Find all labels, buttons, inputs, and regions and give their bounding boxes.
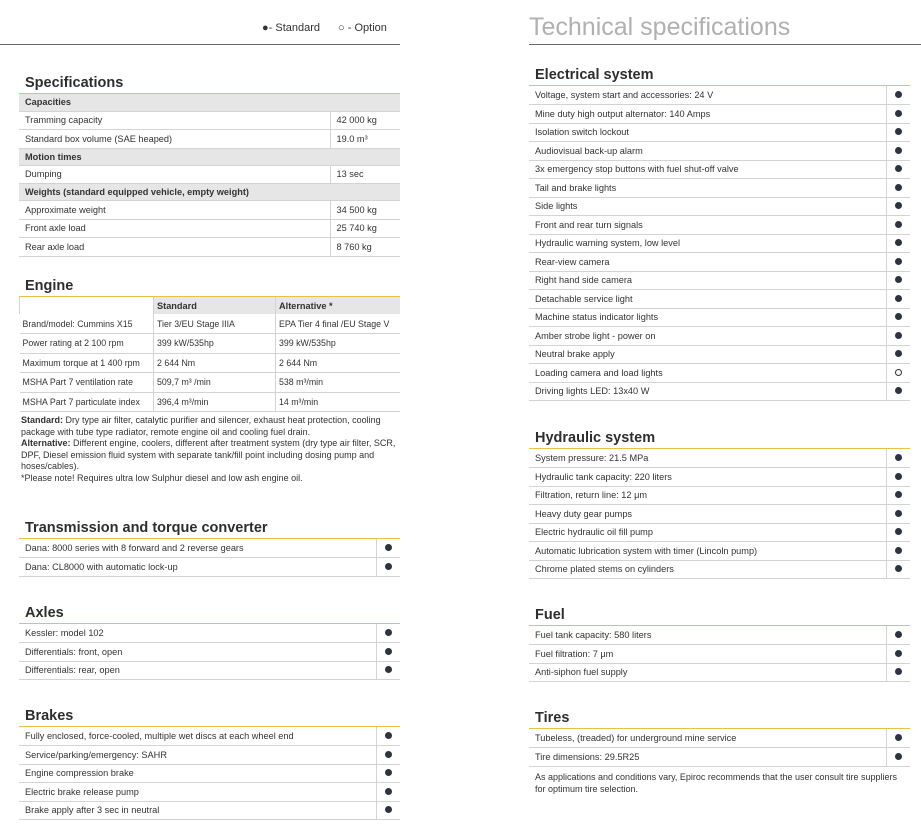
standard-dot-icon (895, 631, 902, 638)
engine-cell: 399 kW/535hp (276, 334, 401, 354)
feature-label: Loading camera and load lights (529, 364, 886, 383)
table-row (529, 626, 910, 645)
table-row (529, 505, 910, 524)
feature-label: Machine status indicator lights (529, 308, 886, 327)
standard-dot-icon (895, 387, 902, 394)
fuel-table (529, 626, 910, 682)
section-title: Hydraulic system (535, 430, 656, 446)
feature-label: Electric brake release pump (19, 783, 376, 802)
page-title: Technical specifications (529, 13, 791, 41)
standard-dot-icon (385, 666, 392, 673)
table-row (529, 197, 910, 216)
feature-label: Differentials: front, open (19, 643, 376, 662)
availability-cell (886, 729, 910, 748)
availability-cell (376, 624, 400, 643)
spec-value: 34 500 kg (330, 201, 400, 220)
feature-label: Hydraulic warning system, low level (529, 234, 886, 253)
table-row (19, 661, 400, 680)
availability-cell (376, 558, 400, 577)
column-header (20, 297, 154, 314)
table-row (19, 219, 400, 238)
spec-label: Front axle load (19, 219, 330, 238)
feature-label: Voltage, system start and accessories: 24 V (529, 86, 886, 105)
availability-cell (886, 327, 910, 346)
standard-dot-icon (895, 313, 902, 320)
table-row (529, 523, 910, 542)
electrical-section (529, 67, 910, 401)
feature-label: Amber strobe light - power on (529, 327, 886, 346)
table-row (529, 123, 910, 142)
section-title: Transmission and torque converter (25, 520, 268, 536)
hollow-dot-icon: ○ (338, 22, 345, 34)
engine-cell: 509,7 m³ /min (154, 373, 276, 393)
table-subheader: Motion times (19, 148, 400, 165)
hydraulic-table (529, 449, 910, 579)
table-row (529, 645, 910, 664)
table-row (529, 382, 910, 401)
table-row (19, 727, 400, 746)
spec-label: Dumping (19, 165, 330, 184)
tires-section (529, 710, 910, 795)
availability-cell (376, 643, 400, 662)
availability-cell (886, 105, 910, 124)
table-row (19, 624, 400, 643)
table-row (19, 111, 400, 130)
feature-label: Tail and brake lights (529, 179, 886, 198)
engine-cell: Maximum torque at 1 400 rpm (20, 353, 154, 373)
standard-dot-icon (895, 147, 902, 154)
table-header-row (20, 297, 401, 314)
table-row (529, 486, 910, 505)
table-row (529, 160, 910, 179)
spec-value: 13 sec (330, 165, 400, 184)
engine-cell: Power rating at 2 100 rpm (20, 334, 154, 354)
table-row (19, 801, 400, 820)
engine-cell: 2 644 Nm (276, 353, 401, 373)
table-row (19, 783, 400, 802)
feature-label: Fuel filtration: 7 μm (529, 645, 886, 664)
feature-label: Chrome plated stems on cylinders (529, 560, 886, 579)
table-row (529, 729, 910, 748)
standard-dot-icon (895, 565, 902, 572)
engine-cell: EPA Tier 4 final /EU Stage V (276, 314, 401, 334)
tires-footnote: As applications and conditions vary, Epiroc recommends that the user consult tire suppliers for optimum tire selection. (535, 771, 898, 794)
table-row (529, 327, 910, 346)
standard-dot-icon (385, 806, 392, 813)
table-row (20, 392, 401, 412)
section-title: Engine (25, 278, 74, 294)
table-row (529, 560, 910, 579)
engine-cell: 14 m³/min (276, 392, 401, 412)
feature-label: Electric hydraulic oil fill pump (529, 523, 886, 542)
availability-cell (886, 542, 910, 561)
filled-dot-icon: ● (262, 22, 269, 34)
standard-dot-icon (895, 295, 902, 302)
availability-cell (886, 364, 910, 383)
standard-dot-icon (385, 751, 392, 758)
availability-cell (886, 645, 910, 664)
engine-cell: MSHA Part 7 ventilation rate (20, 373, 154, 393)
table-row (19, 643, 400, 662)
feature-label: Differentials: rear, open (19, 661, 376, 680)
table-row (529, 364, 910, 383)
feature-label: Engine compression brake (19, 764, 376, 783)
table-row (529, 142, 910, 161)
availability-cell (886, 160, 910, 179)
standard-dot-icon (895, 239, 902, 246)
engine-cell: 538 m³/min (276, 373, 401, 393)
standard-dot-icon (895, 258, 902, 265)
feature-label: Driving lights LED: 13x40 W (529, 382, 886, 401)
table-row (529, 308, 910, 327)
feature-label: Mine duty high output alternator: 140 Amps (529, 105, 886, 124)
legend (262, 22, 387, 34)
engine-cell: 396,4 m³/min (154, 392, 276, 412)
engine-cell: MSHA Part 7 particulate index (20, 392, 154, 412)
spec-value: 25 740 kg (330, 219, 400, 238)
standard-dot-icon (895, 202, 902, 209)
table-row (19, 165, 400, 184)
availability-cell (886, 271, 910, 290)
feature-label: Dana: 8000 series with 8 forward and 2 reverse gears (19, 539, 376, 558)
table-row (20, 334, 401, 354)
feature-label: Neutral brake apply (529, 345, 886, 364)
feature-label: Front and rear turn signals (529, 216, 886, 235)
feature-label: Rear-view camera (529, 253, 886, 272)
feature-label: Audiovisual back-up alarm (529, 142, 886, 161)
table-row (529, 179, 910, 198)
brakes-section (19, 708, 400, 820)
feature-label: Detachable service light (529, 290, 886, 309)
engine-table (19, 297, 400, 412)
feature-label: Isolation switch lockout (529, 123, 886, 142)
spec-value: 8 760 kg (330, 238, 400, 257)
standard-dot-icon (895, 473, 902, 480)
table-row (529, 449, 910, 468)
engine-cell: Brand/model: Cummins X15 (20, 314, 154, 334)
availability-cell (886, 486, 910, 505)
table-row (529, 468, 910, 487)
availability-cell (886, 523, 910, 542)
table-row (20, 314, 401, 334)
availability-cell (886, 142, 910, 161)
table-row (19, 539, 400, 558)
brakes-table (19, 727, 400, 820)
feature-label: Service/parking/emergency: SAHR (19, 746, 376, 765)
table-row (529, 542, 910, 561)
axles-section (19, 605, 400, 680)
section-title: Axles (25, 605, 64, 621)
feature-label: Tire dimensions: 29.5R25 (529, 748, 886, 767)
column-header: Alternative * (276, 297, 401, 314)
availability-cell (886, 748, 910, 767)
standard-dot-icon (895, 734, 902, 741)
standard-dot-icon (385, 732, 392, 739)
specifications-table (19, 94, 400, 257)
availability-cell (376, 727, 400, 746)
table-row (19, 746, 400, 765)
legend-option: ○ - Option (338, 22, 387, 34)
standard-dot-icon (385, 544, 392, 551)
section-title: Tires (535, 710, 570, 726)
feature-label: Filtration, return line: 12 μm (529, 486, 886, 505)
standard-dot-icon (895, 276, 902, 283)
availability-cell (376, 783, 400, 802)
availability-cell (886, 663, 910, 682)
tires-table (529, 729, 910, 767)
table-row (529, 105, 910, 124)
availability-cell (886, 290, 910, 309)
feature-label: Hydraulic tank capacity: 220 liters (529, 468, 886, 487)
section-title: Electrical system (535, 67, 654, 83)
electrical-table (529, 86, 910, 401)
engine-notes: Standard: Dry type air filter, catalytic purifier and silencer, exhaust heat protection, cooling package with tube type radiator, remote engine oil and cooling fuel drain. Alternative: Different engine, coolers, different after treatment system (dry type air filter, SCR, DPF, Diesel emission fluid system with separate tank/fill point including dosing pump and hoses/cables). *Please note! Requires ultra low Sulphur diesel and low ash engine oil. (21, 415, 396, 483)
availability-cell (886, 179, 910, 198)
hydraulic-section (529, 430, 910, 579)
standard-dot-icon (895, 547, 902, 554)
table-row (19, 558, 400, 577)
feature-label: Anti-siphon fuel supply (529, 663, 886, 682)
standard-dot-icon (895, 165, 902, 172)
section-title: Brakes (25, 708, 74, 724)
availability-cell (376, 539, 400, 558)
standard-dot-icon (895, 491, 902, 498)
table-row (529, 253, 910, 272)
standard-dot-icon (895, 128, 902, 135)
standard-dot-icon (895, 221, 902, 228)
standard-dot-icon (895, 753, 902, 760)
feature-label: 3x emergency stop buttons with fuel shut-off valve (529, 160, 886, 179)
spec-value: 19.0 m³ (330, 130, 400, 149)
spec-value: 42 000 kg (330, 111, 400, 130)
availability-cell (376, 764, 400, 783)
availability-cell (886, 505, 910, 524)
standard-dot-icon (385, 788, 392, 795)
availability-cell (886, 308, 910, 327)
spec-label: Tramming capacity (19, 111, 330, 130)
axles-table (19, 624, 400, 680)
table-row (529, 290, 910, 309)
spec-label: Standard box volume (SAE heaped) (19, 130, 330, 149)
availability-cell (886, 216, 910, 235)
feature-label: Automatic lubrication system with timer (Lincoln pump) (529, 542, 886, 561)
feature-label: Right hand side camera (529, 271, 886, 290)
availability-cell (886, 234, 910, 253)
availability-cell (886, 345, 910, 364)
feature-label: Dana: CL8000 with automatic lock-up (19, 558, 376, 577)
legend-standard: ●- Standard (262, 22, 321, 34)
engine-cell: 399 kW/535hp (154, 334, 276, 354)
availability-cell (886, 382, 910, 401)
feature-label: Fully enclosed, force-cooled, multiple wet discs at each wheel end (19, 727, 376, 746)
spec-label: Approximate weight (19, 201, 330, 220)
standard-dot-icon (895, 650, 902, 657)
availability-cell (376, 801, 400, 820)
feature-label: Heavy duty gear pumps (529, 505, 886, 524)
transmission-table (19, 539, 400, 577)
feature-label: Kessler: model 102 (19, 624, 376, 643)
section-title: Fuel (535, 607, 565, 623)
table-row (529, 663, 910, 682)
table-row (19, 238, 400, 257)
table-row (529, 271, 910, 290)
standard-dot-icon (895, 350, 902, 357)
availability-cell (886, 197, 910, 216)
engine-section (19, 278, 400, 484)
standard-dot-icon (385, 769, 392, 776)
specifications-section (19, 75, 400, 257)
availability-cell (886, 253, 910, 272)
standard-dot-icon (895, 91, 902, 98)
standard-dot-icon (895, 528, 902, 535)
engine-cell: 2 644 Nm (154, 353, 276, 373)
engine-cell: Tier 3/EU Stage IIIA (154, 314, 276, 334)
table-row (529, 748, 910, 767)
standard-dot-icon (895, 184, 902, 191)
standard-dot-icon (385, 563, 392, 570)
table-row (529, 345, 910, 364)
standard-dot-icon (895, 332, 902, 339)
transmission-section (19, 520, 400, 577)
fuel-section (529, 607, 910, 682)
header-divider-left (0, 44, 400, 45)
feature-label: System pressure: 21.5 MPa (529, 449, 886, 468)
spec-label: Rear axle load (19, 238, 330, 257)
table-row (529, 216, 910, 235)
header-divider-right (529, 44, 921, 45)
availability-cell (886, 86, 910, 105)
table-row (19, 764, 400, 783)
standard-dot-icon (385, 629, 392, 636)
feature-label: Tubeless, (treaded) for underground mine service (529, 729, 886, 748)
table-row (19, 201, 400, 220)
table-subheader: Weights (standard equipped vehicle, empty weight) (19, 184, 400, 201)
standard-dot-icon (385, 648, 392, 655)
option-circle-icon (895, 369, 902, 376)
table-row (19, 130, 400, 149)
feature-label: Brake apply after 3 sec in neutral (19, 801, 376, 820)
standard-dot-icon (895, 454, 902, 461)
availability-cell (376, 661, 400, 680)
table-row (529, 234, 910, 253)
table-row (20, 373, 401, 393)
standard-dot-icon (895, 668, 902, 675)
table-row (20, 353, 401, 373)
table-subheader: Capacities (19, 94, 400, 111)
feature-label: Side lights (529, 197, 886, 216)
availability-cell (376, 746, 400, 765)
availability-cell (886, 626, 910, 645)
standard-dot-icon (895, 110, 902, 117)
table-row (529, 86, 910, 105)
availability-cell (886, 468, 910, 487)
availability-cell (886, 449, 910, 468)
availability-cell (886, 560, 910, 579)
availability-cell (886, 123, 910, 142)
column-header: Standard (154, 297, 276, 314)
standard-dot-icon (895, 510, 902, 517)
section-title: Specifications (25, 75, 124, 91)
feature-label: Fuel tank capacity: 580 liters (529, 626, 886, 645)
